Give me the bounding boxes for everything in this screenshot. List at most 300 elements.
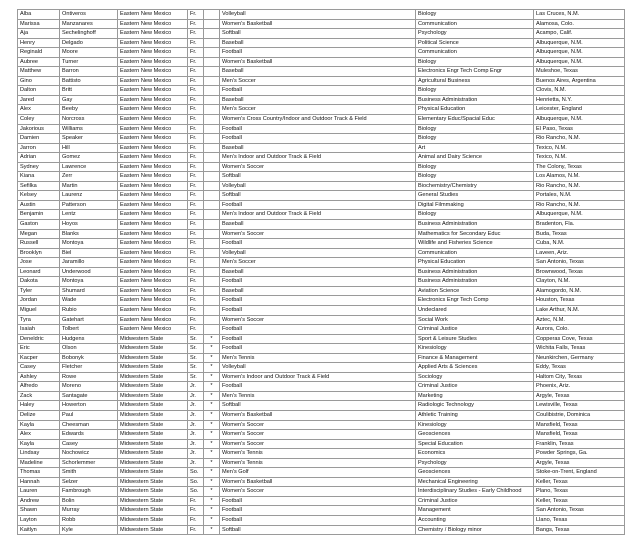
last-name-cell[interactable]: Ontiveros — [60, 10, 118, 20]
school-cell[interactable]: Midwestern State — [118, 525, 188, 535]
hometown-cell[interactable]: Rio Rancho, N.M. — [534, 200, 625, 210]
hometown-cell[interactable]: San Antonio, Texas — [534, 258, 625, 268]
class-cell[interactable]: Sr. — [188, 334, 204, 344]
flag-cell[interactable] — [204, 76, 220, 86]
school-cell[interactable]: Midwestern State — [118, 468, 188, 478]
major-cell[interactable]: Biology — [416, 86, 534, 96]
first-name-cell[interactable]: Alex — [18, 105, 60, 115]
table-row[interactable] — [18, 115, 625, 125]
hometown-cell[interactable]: San Antonio, Texas — [534, 506, 625, 516]
major-cell[interactable]: Applied Arts & Sciences — [416, 363, 534, 373]
class-cell[interactable]: Jr. — [188, 449, 204, 459]
sport-cell[interactable]: Men's Soccer — [220, 76, 416, 86]
school-cell[interactable]: Eastern New Mexico — [118, 220, 188, 230]
flag-cell[interactable]: * — [204, 353, 220, 363]
last-name-cell[interactable]: Williams — [60, 124, 118, 134]
school-cell[interactable]: Eastern New Mexico — [118, 115, 188, 125]
class-cell[interactable]: Sr. — [188, 372, 204, 382]
class-cell[interactable]: Jr. — [188, 410, 204, 420]
sport-cell[interactable]: Women's Basketball — [220, 57, 416, 67]
flag-cell[interactable]: * — [204, 420, 220, 430]
major-cell[interactable]: Marketing — [416, 391, 534, 401]
major-cell[interactable]: Psychology — [416, 458, 534, 468]
sport-cell[interactable]: Women's Tennis — [220, 449, 416, 459]
flag-cell[interactable] — [204, 325, 220, 335]
school-cell[interactable]: Midwestern State — [118, 439, 188, 449]
class-cell[interactable]: Fr. — [188, 200, 204, 210]
school-cell[interactable]: Eastern New Mexico — [118, 210, 188, 220]
hometown-cell[interactable]: Llano, Texas — [534, 515, 625, 525]
hometown-cell[interactable]: Argyle, Texas — [534, 458, 625, 468]
hometown-cell[interactable]: Portales, N.M. — [534, 191, 625, 201]
class-cell[interactable]: Fr. — [188, 86, 204, 96]
class-cell[interactable]: Fr. — [188, 153, 204, 163]
last-name-cell[interactable]: Gomez — [60, 153, 118, 163]
class-cell[interactable]: Jr. — [188, 382, 204, 392]
flag-cell[interactable] — [204, 143, 220, 153]
hometown-cell[interactable]: Clovis, N.M. — [534, 86, 625, 96]
last-name-cell[interactable]: Lawrence — [60, 162, 118, 172]
flag-cell[interactable]: * — [204, 334, 220, 344]
hometown-cell[interactable]: Argyle, Texas — [534, 391, 625, 401]
first-name-cell[interactable]: Matthew — [18, 67, 60, 77]
school-cell[interactable]: Eastern New Mexico — [118, 191, 188, 201]
school-cell[interactable]: Eastern New Mexico — [118, 267, 188, 277]
sport-cell[interactable]: Baseball — [220, 67, 416, 77]
last-name-cell[interactable]: Smith — [60, 468, 118, 478]
table-row[interactable] — [18, 172, 625, 182]
major-cell[interactable]: Art — [416, 143, 534, 153]
hometown-cell[interactable]: Lake Arthur, N.M. — [534, 305, 625, 315]
hometown-cell[interactable]: Keller, Texas — [534, 477, 625, 487]
class-cell[interactable]: Fr. — [188, 105, 204, 115]
major-cell[interactable]: Kinesiology — [416, 344, 534, 354]
first-name-cell[interactable]: Sydney — [18, 162, 60, 172]
first-name-cell[interactable]: Aja — [18, 29, 60, 39]
table-row[interactable] — [18, 181, 625, 191]
school-cell[interactable]: Eastern New Mexico — [118, 296, 188, 306]
hometown-cell[interactable]: Franklin, Texas — [534, 439, 625, 449]
major-cell[interactable]: Radiologic Technology — [416, 401, 534, 411]
hometown-cell[interactable]: Alamosa, Colo. — [534, 19, 625, 29]
class-cell[interactable]: Jr. — [188, 391, 204, 401]
first-name-cell[interactable]: Jordan — [18, 296, 60, 306]
class-cell[interactable]: Fr. — [188, 76, 204, 86]
table-row[interactable] — [18, 382, 625, 392]
flag-cell[interactable] — [204, 29, 220, 39]
class-cell[interactable]: Fr. — [188, 210, 204, 220]
school-cell[interactable]: Eastern New Mexico — [118, 10, 188, 20]
class-cell[interactable]: Fr. — [188, 124, 204, 134]
hometown-cell[interactable]: El Paso, Texas — [534, 124, 625, 134]
flag-cell[interactable]: * — [204, 401, 220, 411]
hometown-cell[interactable]: Phoenix, Ariz. — [534, 382, 625, 392]
first-name-cell[interactable]: Benjamin — [18, 210, 60, 220]
flag-cell[interactable] — [204, 305, 220, 315]
last-name-cell[interactable]: Rubio — [60, 305, 118, 315]
major-cell[interactable]: Criminal Justice — [416, 496, 534, 506]
school-cell[interactable]: Eastern New Mexico — [118, 19, 188, 29]
hometown-cell[interactable]: Wichita Falls, Texas — [534, 344, 625, 354]
class-cell[interactable]: Fr. — [188, 296, 204, 306]
sport-cell[interactable]: Softball — [220, 401, 416, 411]
flag-cell[interactable]: * — [204, 363, 220, 373]
hometown-cell[interactable]: Keller, Texas — [534, 496, 625, 506]
flag-cell[interactable]: * — [204, 458, 220, 468]
hometown-cell[interactable]: Acampo, Calif. — [534, 29, 625, 39]
table-row[interactable] — [18, 29, 625, 39]
first-name-cell[interactable]: Hannah — [18, 477, 60, 487]
flag-cell[interactable] — [204, 172, 220, 182]
class-cell[interactable]: Fr. — [188, 248, 204, 258]
hometown-cell[interactable]: Stoke-on-Trent, England — [534, 468, 625, 478]
school-cell[interactable]: Eastern New Mexico — [118, 48, 188, 58]
flag-cell[interactable]: * — [204, 439, 220, 449]
major-cell[interactable]: Biology — [416, 134, 534, 144]
major-cell[interactable]: Business Administration — [416, 267, 534, 277]
sport-cell[interactable]: Women's Cross Country/Indoor and Outdoor Track & Field — [220, 115, 416, 125]
first-name-cell[interactable]: Eric — [18, 344, 60, 354]
class-cell[interactable]: Fr. — [188, 172, 204, 182]
major-cell[interactable]: Digital Filmmaking — [416, 200, 534, 210]
flag-cell[interactable] — [204, 191, 220, 201]
table-row[interactable] — [18, 496, 625, 506]
last-name-cell[interactable]: Gay — [60, 95, 118, 105]
last-name-cell[interactable]: Delgado — [60, 38, 118, 48]
school-cell[interactable]: Eastern New Mexico — [118, 29, 188, 39]
school-cell[interactable]: Midwestern State — [118, 515, 188, 525]
major-cell[interactable]: Biology — [416, 162, 534, 172]
school-cell[interactable]: Eastern New Mexico — [118, 239, 188, 249]
sport-cell[interactable]: Football — [220, 200, 416, 210]
school-cell[interactable]: Eastern New Mexico — [118, 172, 188, 182]
sport-cell[interactable]: Football — [220, 277, 416, 287]
flag-cell[interactable]: * — [204, 477, 220, 487]
last-name-cell[interactable]: Howerton — [60, 401, 118, 411]
table-row[interactable] — [18, 10, 625, 20]
sport-cell[interactable]: Women's Indoor and Outdoor Track & Field — [220, 372, 416, 382]
first-name-cell[interactable]: Casey — [18, 363, 60, 373]
last-name-cell[interactable]: Sechelinghoff — [60, 29, 118, 39]
school-cell[interactable]: Eastern New Mexico — [118, 38, 188, 48]
major-cell[interactable]: Geosciences — [416, 430, 534, 440]
flag-cell[interactable] — [204, 296, 220, 306]
school-cell[interactable]: Eastern New Mexico — [118, 258, 188, 268]
first-name-cell[interactable]: Alfredo — [18, 382, 60, 392]
hometown-cell[interactable]: Leicester, England — [534, 105, 625, 115]
last-name-cell[interactable]: Underwood — [60, 267, 118, 277]
major-cell[interactable]: Business Administration — [416, 277, 534, 287]
sport-cell[interactable]: Football — [220, 515, 416, 525]
hometown-cell[interactable]: Laveen, Ariz. — [534, 248, 625, 258]
last-name-cell[interactable]: Hudgens — [60, 334, 118, 344]
school-cell[interactable]: Eastern New Mexico — [118, 248, 188, 258]
major-cell[interactable]: General Studies — [416, 191, 534, 201]
hometown-cell[interactable]: Brownwood, Texas — [534, 267, 625, 277]
first-name-cell[interactable]: Jose — [18, 258, 60, 268]
table-row[interactable] — [18, 220, 625, 230]
sport-cell[interactable]: Women's Soccer — [220, 487, 416, 497]
major-cell[interactable]: Economics — [416, 449, 534, 459]
flag-cell[interactable] — [204, 258, 220, 268]
sport-cell[interactable]: Football — [220, 382, 416, 392]
major-cell[interactable]: Kinesiology — [416, 420, 534, 430]
last-name-cell[interactable]: Olson — [60, 344, 118, 354]
school-cell[interactable]: Midwestern State — [118, 353, 188, 363]
table-row[interactable] — [18, 57, 625, 67]
major-cell[interactable]: Biology — [416, 124, 534, 134]
hometown-cell[interactable]: Rio Rancho, N.M. — [534, 134, 625, 144]
last-name-cell[interactable]: Zerr — [60, 172, 118, 182]
major-cell[interactable]: Biology — [416, 172, 534, 182]
flag-cell[interactable] — [204, 277, 220, 287]
last-name-cell[interactable]: Schorlemmer — [60, 458, 118, 468]
school-cell[interactable]: Midwestern State — [118, 363, 188, 373]
last-name-cell[interactable]: Fambrough — [60, 487, 118, 497]
last-name-cell[interactable]: Kyle — [60, 525, 118, 535]
last-name-cell[interactable]: Martin — [60, 181, 118, 191]
last-name-cell[interactable]: Casey — [60, 439, 118, 449]
table-row[interactable] — [18, 239, 625, 249]
sport-cell[interactable]: Football — [220, 134, 416, 144]
last-name-cell[interactable]: Battisto — [60, 76, 118, 86]
table-row[interactable] — [18, 86, 625, 96]
first-name-cell[interactable]: Kacper — [18, 353, 60, 363]
class-cell[interactable]: Jr. — [188, 439, 204, 449]
sport-cell[interactable]: Football — [220, 496, 416, 506]
last-name-cell[interactable]: Robb — [60, 515, 118, 525]
sport-cell[interactable]: Women's Soccer — [220, 420, 416, 430]
class-cell[interactable]: Sr. — [188, 344, 204, 354]
table-row[interactable] — [18, 162, 625, 172]
school-cell[interactable]: Eastern New Mexico — [118, 124, 188, 134]
hometown-cell[interactable]: Albuquerque, N.M. — [534, 115, 625, 125]
school-cell[interactable]: Eastern New Mexico — [118, 67, 188, 77]
first-name-cell[interactable]: Gaston — [18, 220, 60, 230]
sport-cell[interactable]: Softball — [220, 525, 416, 535]
first-name-cell[interactable]: Henry — [18, 38, 60, 48]
flag-cell[interactable] — [204, 286, 220, 296]
flag-cell[interactable]: * — [204, 487, 220, 497]
sport-cell[interactable]: Women's Soccer — [220, 439, 416, 449]
major-cell[interactable]: Mechanical Engineering — [416, 477, 534, 487]
class-cell[interactable]: Fr. — [188, 496, 204, 506]
class-cell[interactable]: Fr. — [188, 325, 204, 335]
sport-cell[interactable]: Football — [220, 344, 416, 354]
class-cell[interactable]: Fr. — [188, 134, 204, 144]
table-row[interactable] — [18, 229, 625, 239]
sport-cell[interactable]: Men's Indoor and Outdoor Track & Field — [220, 153, 416, 163]
last-name-cell[interactable]: Bobonyk — [60, 353, 118, 363]
first-name-cell[interactable]: Tyler — [18, 286, 60, 296]
school-cell[interactable]: Eastern New Mexico — [118, 86, 188, 96]
school-cell[interactable]: Eastern New Mexico — [118, 305, 188, 315]
table-row[interactable] — [18, 267, 625, 277]
table-row[interactable] — [18, 248, 625, 258]
class-cell[interactable]: Fr. — [188, 286, 204, 296]
last-name-cell[interactable]: Paul — [60, 410, 118, 420]
table-row[interactable] — [18, 391, 625, 401]
table-row[interactable] — [18, 210, 625, 220]
first-name-cell[interactable]: Lindsay — [18, 449, 60, 459]
major-cell[interactable]: Communication — [416, 19, 534, 29]
school-cell[interactable]: Midwestern State — [118, 430, 188, 440]
hometown-cell[interactable]: Neunkirchen, Germany — [534, 353, 625, 363]
hometown-cell[interactable]: Albuquerque, N.M. — [534, 38, 625, 48]
last-name-cell[interactable]: Moreno — [60, 382, 118, 392]
sport-cell[interactable]: Baseball — [220, 95, 416, 105]
table-row[interactable] — [18, 363, 625, 373]
sport-cell[interactable]: Men's Tennis — [220, 391, 416, 401]
hometown-cell[interactable]: The Colony, Texas — [534, 162, 625, 172]
flag-cell[interactable]: * — [204, 344, 220, 354]
hometown-cell[interactable]: Plano, Texas — [534, 487, 625, 497]
class-cell[interactable]: Fr. — [188, 48, 204, 58]
major-cell[interactable]: Geosciences — [416, 468, 534, 478]
flag-cell[interactable] — [204, 315, 220, 325]
major-cell[interactable]: Elementary Educ/Spacial Educ — [416, 115, 534, 125]
flag-cell[interactable] — [204, 38, 220, 48]
first-name-cell[interactable]: Damien — [18, 134, 60, 144]
major-cell[interactable]: Agricultural Business — [416, 76, 534, 86]
major-cell[interactable]: Accounting — [416, 515, 534, 525]
major-cell[interactable]: Physical Education — [416, 258, 534, 268]
sport-cell[interactable]: Women's Soccer — [220, 315, 416, 325]
hometown-cell[interactable]: Albuquerque, N.M. — [534, 48, 625, 58]
class-cell[interactable]: Fr. — [188, 525, 204, 535]
first-name-cell[interactable]: Jared — [18, 95, 60, 105]
table-row[interactable] — [18, 487, 625, 497]
last-name-cell[interactable]: Moore — [60, 48, 118, 58]
school-cell[interactable]: Midwestern State — [118, 372, 188, 382]
hometown-cell[interactable]: Aztec, N.M. — [534, 315, 625, 325]
table-row[interactable] — [18, 334, 625, 344]
first-name-cell[interactable]: Shawn — [18, 506, 60, 516]
school-cell[interactable]: Midwestern State — [118, 410, 188, 420]
major-cell[interactable]: Interdisciplinary Studies - Early Childhood — [416, 487, 534, 497]
last-name-cell[interactable]: Fletcher — [60, 363, 118, 373]
sport-cell[interactable]: Men's Soccer — [220, 258, 416, 268]
school-cell[interactable]: Eastern New Mexico — [118, 105, 188, 115]
first-name-cell[interactable]: Isaiah — [18, 325, 60, 335]
last-name-cell[interactable]: Britt — [60, 86, 118, 96]
school-cell[interactable]: Eastern New Mexico — [118, 57, 188, 67]
school-cell[interactable]: Eastern New Mexico — [118, 143, 188, 153]
flag-cell[interactable] — [204, 210, 220, 220]
school-cell[interactable]: Eastern New Mexico — [118, 277, 188, 287]
table-row[interactable] — [18, 105, 625, 115]
major-cell[interactable]: Biology — [416, 10, 534, 20]
hometown-cell[interactable]: Albuquerque, N.M. — [534, 57, 625, 67]
first-name-cell[interactable]: Gino — [18, 76, 60, 86]
major-cell[interactable]: Biology — [416, 57, 534, 67]
flag-cell[interactable] — [204, 10, 220, 20]
last-name-cell[interactable]: Rowe — [60, 372, 118, 382]
table-row[interactable] — [18, 296, 625, 306]
hometown-cell[interactable]: Powder Springs, Ga. — [534, 449, 625, 459]
school-cell[interactable]: Midwestern State — [118, 458, 188, 468]
school-cell[interactable]: Eastern New Mexico — [118, 181, 188, 191]
first-name-cell[interactable]: Kiana — [18, 172, 60, 182]
flag-cell[interactable] — [204, 267, 220, 277]
school-cell[interactable]: Eastern New Mexico — [118, 286, 188, 296]
last-name-cell[interactable]: Manzanares — [60, 19, 118, 29]
first-name-cell[interactable]: Alex — [18, 430, 60, 440]
sport-cell[interactable]: Men's Tennis — [220, 353, 416, 363]
last-name-cell[interactable]: Patterson — [60, 200, 118, 210]
school-cell[interactable]: Midwestern State — [118, 487, 188, 497]
major-cell[interactable]: Criminal Justice — [416, 382, 534, 392]
first-name-cell[interactable]: Jakorious — [18, 124, 60, 134]
major-cell[interactable]: Political Science — [416, 38, 534, 48]
flag-cell[interactable] — [204, 19, 220, 29]
table-row[interactable] — [18, 458, 625, 468]
flag-cell[interactable]: * — [204, 468, 220, 478]
last-name-cell[interactable]: Jaramillo — [60, 258, 118, 268]
first-name-cell[interactable]: Brooklyn — [18, 248, 60, 258]
hometown-cell[interactable]: Eddy, Texas — [534, 363, 625, 373]
first-name-cell[interactable]: Kayla — [18, 420, 60, 430]
class-cell[interactable]: Fr. — [188, 229, 204, 239]
major-cell[interactable]: Biology — [416, 210, 534, 220]
first-name-cell[interactable]: Dalton — [18, 86, 60, 96]
major-cell[interactable]: Finance & Management — [416, 353, 534, 363]
school-cell[interactable]: Eastern New Mexico — [118, 134, 188, 144]
first-name-cell[interactable]: Lauren — [18, 487, 60, 497]
major-cell[interactable]: Wildlife and Fisheries Science — [416, 239, 534, 249]
last-name-cell[interactable]: Santagate — [60, 391, 118, 401]
flag-cell[interactable]: * — [204, 372, 220, 382]
first-name-cell[interactable]: Reginald — [18, 48, 60, 58]
major-cell[interactable]: Communication — [416, 48, 534, 58]
hometown-cell[interactable]: Texico, N.M. — [534, 143, 625, 153]
flag-cell[interactable] — [204, 57, 220, 67]
school-cell[interactable]: Midwestern State — [118, 344, 188, 354]
last-name-cell[interactable]: Nochowicz — [60, 449, 118, 459]
major-cell[interactable]: Physical Education — [416, 105, 534, 115]
first-name-cell[interactable]: Kaitlyn — [18, 525, 60, 535]
sport-cell[interactable]: Softball — [220, 172, 416, 182]
class-cell[interactable]: So. — [188, 468, 204, 478]
flag-cell[interactable] — [204, 105, 220, 115]
hometown-cell[interactable]: Los Alamos, N.M. — [534, 172, 625, 182]
table-row[interactable] — [18, 401, 625, 411]
major-cell[interactable]: Biochemistry/Chemistry — [416, 181, 534, 191]
last-name-cell[interactable]: Norcross — [60, 115, 118, 125]
sport-cell[interactable]: Baseball — [220, 143, 416, 153]
first-name-cell[interactable]: Tyra — [18, 315, 60, 325]
table-row[interactable] — [18, 200, 625, 210]
class-cell[interactable]: Fr. — [188, 315, 204, 325]
sport-cell[interactable]: Softball — [220, 29, 416, 39]
sport-cell[interactable]: Women's Soccer — [220, 162, 416, 172]
table-row[interactable] — [18, 468, 625, 478]
flag-cell[interactable] — [204, 95, 220, 105]
sport-cell[interactable]: Football — [220, 48, 416, 58]
major-cell[interactable]: Animal and Dairy Science — [416, 153, 534, 163]
class-cell[interactable]: Fr. — [188, 162, 204, 172]
sport-cell[interactable]: Football — [220, 239, 416, 249]
major-cell[interactable]: Electronics Engr Tech Comp Engr — [416, 67, 534, 77]
hometown-cell[interactable]: Albuquerque, N.M. — [534, 210, 625, 220]
last-name-cell[interactable]: Beeby — [60, 105, 118, 115]
table-row[interactable] — [18, 38, 625, 48]
first-name-cell[interactable]: Russell — [18, 239, 60, 249]
first-name-cell[interactable]: Ashley — [18, 372, 60, 382]
flag-cell[interactable] — [204, 248, 220, 258]
hometown-cell[interactable]: Mansfield, Texas — [534, 430, 625, 440]
flag-cell[interactable] — [204, 200, 220, 210]
